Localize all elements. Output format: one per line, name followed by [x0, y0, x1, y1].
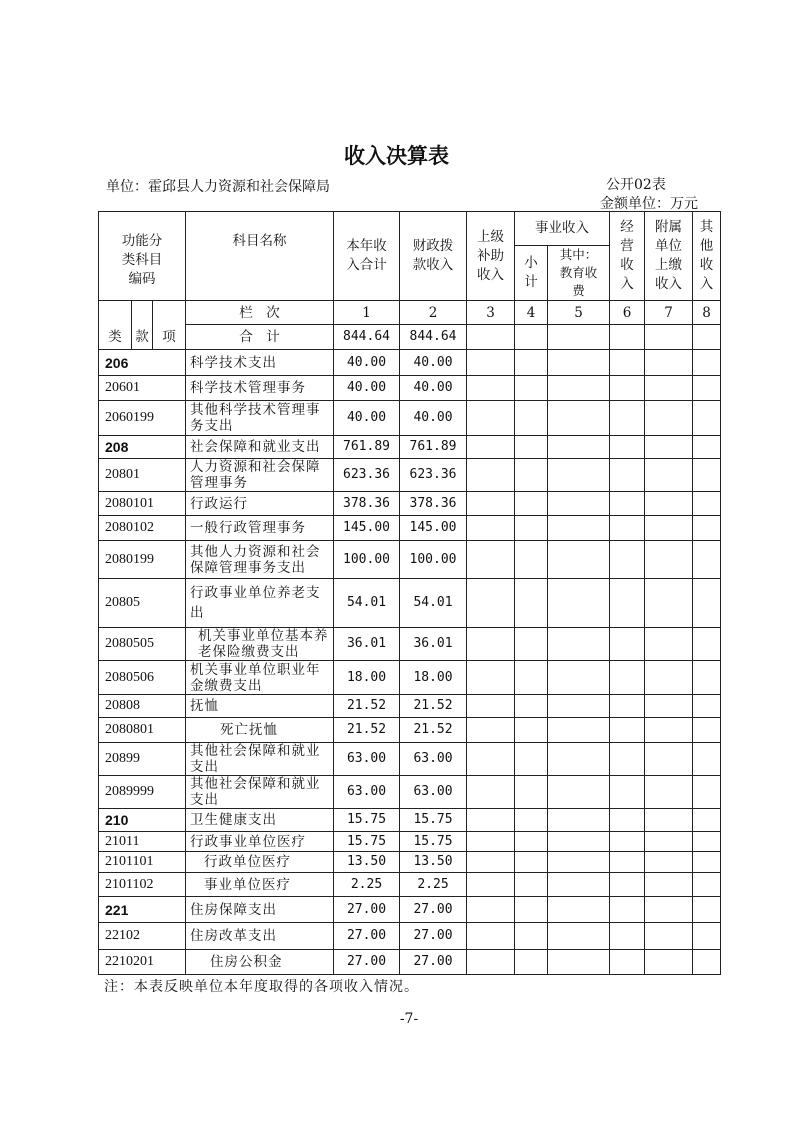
empty-cell	[693, 661, 721, 695]
empty-cell	[515, 492, 548, 516]
empty-cell	[515, 897, 548, 923]
empty-cell	[548, 376, 610, 401]
table-row	[99, 897, 721, 923]
empty-cell	[645, 579, 693, 628]
empty-cell	[548, 459, 610, 492]
unit-label: 单位：霍邱县人力资源和社会保障局	[106, 179, 330, 195]
subject-name: 其他人力资源和社会保障管理事务支出	[186, 541, 334, 579]
table-row	[99, 541, 721, 579]
empty-cell	[548, 492, 610, 516]
empty-cell	[515, 516, 548, 541]
header-xiang: 项	[153, 301, 186, 350]
header-lei: 类	[99, 301, 132, 350]
empty-cell	[645, 516, 693, 541]
empty-cell	[515, 923, 548, 950]
empty-cell	[610, 923, 645, 950]
table-block	[98, 211, 720, 1028]
empty-cell	[515, 541, 548, 579]
empty-cell	[548, 897, 610, 923]
subject-code: 20808	[99, 695, 186, 718]
empty-cell	[467, 459, 515, 492]
empty-cell	[548, 516, 610, 541]
empty-cell	[548, 325, 610, 350]
fiscal-income: 21.52	[400, 695, 467, 718]
empty-cell	[467, 695, 515, 718]
fiscal-income: 623.36	[400, 459, 467, 492]
empty-cell	[467, 541, 515, 579]
fiscal-income: 21.52	[400, 718, 467, 743]
table-row	[99, 459, 721, 492]
subject-code: 221	[99, 897, 186, 923]
empty-cell	[515, 852, 548, 873]
empty-cell	[515, 376, 548, 401]
subject-name: 住房改革支出	[186, 923, 334, 950]
total-income: 27.00	[334, 923, 400, 950]
empty-cell	[693, 325, 721, 350]
empty-cell	[610, 776, 645, 809]
header-total: 本年收入合计	[334, 212, 400, 301]
empty-cell	[693, 873, 721, 897]
column-number: 1	[334, 301, 400, 325]
empty-cell	[693, 718, 721, 743]
total-income: 21.52	[334, 718, 400, 743]
sum-fiscal: 844.64	[400, 325, 467, 350]
subject-code: 21011	[99, 832, 186, 852]
header-affiliated: 附属单位上缴收入	[645, 212, 693, 301]
empty-cell	[645, 718, 693, 743]
header-fiscal: 财政拨款收入	[400, 212, 467, 301]
empty-cell	[645, 873, 693, 897]
empty-cell	[645, 661, 693, 695]
empty-cell	[645, 776, 693, 809]
subject-name: 其他社会保障和就业支出	[186, 776, 334, 809]
empty-cell	[610, 873, 645, 897]
fiscal-income: 378.36	[400, 492, 467, 516]
empty-cell	[645, 695, 693, 718]
table-row	[99, 376, 721, 401]
total-income: 145.00	[334, 516, 400, 541]
sum-total: 844.64	[334, 325, 400, 350]
empty-cell	[548, 695, 610, 718]
empty-cell	[515, 809, 548, 832]
empty-cell	[515, 950, 548, 975]
empty-cell	[693, 436, 721, 459]
empty-cell	[515, 873, 548, 897]
empty-cell	[645, 376, 693, 401]
empty-cell	[548, 628, 610, 661]
empty-cell	[693, 897, 721, 923]
fiscal-income: 63.00	[400, 743, 467, 776]
subject-name: 事业单位医疗	[186, 873, 334, 897]
empty-cell	[467, 873, 515, 897]
empty-cell	[610, 743, 645, 776]
subject-code: 2089999	[99, 776, 186, 809]
total-income: 21.52	[334, 695, 400, 718]
empty-cell	[467, 401, 515, 436]
empty-cell	[515, 832, 548, 852]
total-income: 378.36	[334, 492, 400, 516]
empty-cell	[467, 832, 515, 852]
subject-name: 科学技术管理事务	[186, 376, 334, 401]
empty-cell	[693, 852, 721, 873]
header-superior: 上级补助收入	[467, 212, 515, 301]
empty-cell	[610, 401, 645, 436]
total-income: 18.00	[334, 661, 400, 695]
subject-code: 2080199	[99, 541, 186, 579]
total-income: 63.00	[334, 776, 400, 809]
subject-code: 2080101	[99, 492, 186, 516]
table-note: 注：本表反映单位本年度取得的各项收入情况。	[104, 979, 419, 995]
empty-cell	[548, 852, 610, 873]
empty-cell	[467, 923, 515, 950]
total-income: 2.25	[334, 873, 400, 897]
table-row	[99, 873, 721, 897]
empty-cell	[467, 350, 515, 376]
empty-cell	[693, 695, 721, 718]
table-row	[99, 832, 721, 852]
fiscal-income: 15.75	[400, 832, 467, 852]
total-income: 40.00	[334, 350, 400, 376]
page-number: -7-	[399, 1011, 419, 1027]
table-row	[99, 401, 721, 436]
empty-cell	[548, 350, 610, 376]
empty-cell	[515, 661, 548, 695]
empty-cell	[610, 718, 645, 743]
fiscal-income: 15.75	[400, 809, 467, 832]
empty-cell	[693, 541, 721, 579]
total-income: 27.00	[334, 897, 400, 923]
empty-cell	[610, 695, 645, 718]
empty-cell	[467, 661, 515, 695]
empty-cell	[645, 541, 693, 579]
fiscal-income: 18.00	[400, 661, 467, 695]
empty-cell	[645, 325, 693, 350]
fiscal-income: 761.89	[400, 436, 467, 459]
empty-cell	[515, 718, 548, 743]
empty-cell	[548, 579, 610, 628]
empty-cell	[467, 325, 515, 350]
header-func-code: 功能分类科目编码	[99, 212, 186, 301]
subject-code: 2080505	[99, 628, 186, 661]
column-number: 5	[548, 301, 610, 325]
empty-cell	[645, 492, 693, 516]
empty-cell	[467, 436, 515, 459]
subject-name: 社会保障和就业支出	[186, 436, 334, 459]
subject-code: 2080506	[99, 661, 186, 695]
total-income: 100.00	[334, 541, 400, 579]
subject-name: 行政事业单位医疗	[186, 832, 334, 852]
empty-cell	[610, 541, 645, 579]
table-row	[99, 579, 721, 628]
fiscal-income: 40.00	[400, 401, 467, 436]
subject-name: 行政单位医疗	[186, 852, 334, 873]
empty-cell	[548, 661, 610, 695]
empty-cell	[693, 743, 721, 776]
sum-label: 合 计	[186, 325, 334, 350]
table-row	[99, 852, 721, 873]
empty-cell	[467, 776, 515, 809]
table-row	[99, 950, 721, 975]
total-income: 15.75	[334, 809, 400, 832]
table-row	[99, 743, 721, 776]
empty-cell	[645, 897, 693, 923]
fiscal-income: 27.00	[400, 897, 467, 923]
table-row	[99, 718, 721, 743]
fiscal-income: 40.00	[400, 350, 467, 376]
empty-cell	[548, 401, 610, 436]
empty-cell	[693, 492, 721, 516]
total-income: 40.00	[334, 401, 400, 436]
table-row	[99, 628, 721, 661]
fiscal-income: 2.25	[400, 873, 467, 897]
empty-cell	[548, 873, 610, 897]
subject-name: 科学技术支出	[186, 350, 334, 376]
empty-cell	[693, 350, 721, 376]
subject-name: 行政运行	[186, 492, 334, 516]
empty-cell	[645, 350, 693, 376]
header-subtotal: 小计	[515, 246, 548, 301]
empty-cell	[515, 628, 548, 661]
subject-code: 208	[99, 436, 186, 459]
subject-code: 210	[99, 809, 186, 832]
empty-cell	[610, 897, 645, 923]
empty-cell	[467, 809, 515, 832]
column-number: 4	[515, 301, 548, 325]
empty-cell	[693, 776, 721, 809]
total-income: 623.36	[334, 459, 400, 492]
empty-cell	[548, 541, 610, 579]
empty-cell	[548, 923, 610, 950]
empty-cell	[548, 809, 610, 832]
empty-cell	[548, 718, 610, 743]
empty-cell	[610, 852, 645, 873]
column-number: 2	[400, 301, 467, 325]
fiscal-income: 63.00	[400, 776, 467, 809]
empty-cell	[515, 776, 548, 809]
empty-cell	[610, 579, 645, 628]
empty-cell	[645, 852, 693, 873]
fiscal-income: 100.00	[400, 541, 467, 579]
empty-cell	[693, 628, 721, 661]
subject-name: 抚恤	[186, 695, 334, 718]
subject-code: 20899	[99, 743, 186, 776]
column-order-label: 栏 次	[186, 301, 334, 325]
subject-code: 206	[99, 350, 186, 376]
form-number: 公开02表	[606, 177, 666, 193]
column-number: 3	[467, 301, 515, 325]
empty-cell	[693, 579, 721, 628]
header-other: 其他收入	[693, 212, 721, 301]
table-row	[99, 516, 721, 541]
empty-cell	[610, 376, 645, 401]
empty-cell	[515, 325, 548, 350]
empty-cell	[515, 743, 548, 776]
table-row	[99, 350, 721, 376]
empty-cell	[610, 325, 645, 350]
total-income: 36.01	[334, 628, 400, 661]
subject-name: 住房保障支出	[186, 897, 334, 923]
empty-cell	[467, 718, 515, 743]
empty-cell	[645, 832, 693, 852]
empty-cell	[467, 950, 515, 975]
subject-name: 一般行政管理事务	[186, 516, 334, 541]
empty-cell	[548, 776, 610, 809]
subject-name: 行政事业单位养老支出	[186, 579, 334, 628]
fiscal-income: 40.00	[400, 376, 467, 401]
empty-cell	[515, 401, 548, 436]
subject-code: 2080801	[99, 718, 186, 743]
empty-cell	[610, 516, 645, 541]
page-title: 收入决算表	[344, 144, 449, 168]
empty-cell	[645, 743, 693, 776]
subject-code: 2101102	[99, 873, 186, 897]
column-number: 8	[693, 301, 721, 325]
empty-cell	[610, 436, 645, 459]
empty-cell	[548, 950, 610, 975]
subject-code: 22102	[99, 923, 186, 950]
empty-cell	[610, 832, 645, 852]
total-income: 15.75	[334, 832, 400, 852]
subject-name: 其他科学技术管理事务支出	[186, 401, 334, 436]
fiscal-income: 145.00	[400, 516, 467, 541]
empty-cell	[467, 743, 515, 776]
subject-code: 2060199	[99, 401, 186, 436]
total-income: 13.50	[334, 852, 400, 873]
subject-name: 机关事业单位职业年金缴费支出	[186, 661, 334, 695]
empty-cell	[548, 436, 610, 459]
table-row	[99, 776, 721, 809]
empty-cell	[693, 950, 721, 975]
empty-cell	[610, 350, 645, 376]
empty-cell	[515, 350, 548, 376]
fiscal-income: 36.01	[400, 628, 467, 661]
empty-cell	[610, 459, 645, 492]
table-row	[99, 809, 721, 832]
empty-cell	[467, 897, 515, 923]
empty-cell	[610, 809, 645, 832]
table-row	[99, 436, 721, 459]
empty-cell	[548, 832, 610, 852]
empty-cell	[645, 950, 693, 975]
empty-cell	[515, 579, 548, 628]
income-table	[98, 211, 721, 975]
subject-name: 卫生健康支出	[186, 809, 334, 832]
column-number: 6	[610, 301, 645, 325]
subject-code: 20801	[99, 459, 186, 492]
fiscal-income: 13.50	[400, 852, 467, 873]
header-kuan: 款	[132, 301, 153, 350]
empty-cell	[515, 695, 548, 718]
subject-name: 其他社会保障和就业支出	[186, 743, 334, 776]
header-edu: 其中：教育收费	[548, 246, 610, 301]
fiscal-income: 27.00	[400, 950, 467, 975]
table-row	[99, 492, 721, 516]
empty-cell	[645, 436, 693, 459]
empty-cell	[548, 743, 610, 776]
header-operating: 经营收入	[610, 212, 645, 301]
subject-code: 20805	[99, 579, 186, 628]
subject-code: 20601	[99, 376, 186, 401]
total-income: 761.89	[334, 436, 400, 459]
empty-cell	[467, 376, 515, 401]
fiscal-income: 27.00	[400, 923, 467, 950]
subject-code: 2210201	[99, 950, 186, 975]
subject-name: 人力资源和社会保障管理事务	[186, 459, 334, 492]
empty-cell	[693, 459, 721, 492]
header-business: 事业收入	[515, 212, 610, 246]
empty-cell	[610, 661, 645, 695]
header-name: 科目名称	[186, 212, 334, 301]
empty-cell	[645, 809, 693, 832]
empty-cell	[645, 628, 693, 661]
subject-name: 住房公积金	[186, 950, 334, 975]
subject-name: 死亡抚恤	[186, 718, 334, 743]
empty-cell	[693, 516, 721, 541]
total-income: 40.00	[334, 376, 400, 401]
total-income: 54.01	[334, 579, 400, 628]
empty-cell	[645, 401, 693, 436]
fiscal-income: 54.01	[400, 579, 467, 628]
empty-cell	[693, 923, 721, 950]
money-unit: 金额单位：万元	[600, 196, 698, 212]
empty-cell	[467, 516, 515, 541]
empty-cell	[610, 492, 645, 516]
total-income: 63.00	[334, 743, 400, 776]
empty-cell	[515, 459, 548, 492]
column-number: 7	[645, 301, 693, 325]
empty-cell	[467, 492, 515, 516]
subject-code: 2101101	[99, 852, 186, 873]
empty-cell	[645, 459, 693, 492]
empty-cell	[467, 628, 515, 661]
total-income: 27.00	[334, 950, 400, 975]
table-row	[99, 661, 721, 695]
empty-cell	[467, 579, 515, 628]
subject-name: 机关事业单位基本养老保险缴费支出	[186, 628, 334, 661]
empty-cell	[693, 376, 721, 401]
empty-cell	[467, 852, 515, 873]
empty-cell	[610, 628, 645, 661]
subject-code: 2080102	[99, 516, 186, 541]
empty-cell	[693, 832, 721, 852]
empty-cell	[645, 923, 693, 950]
empty-cell	[515, 436, 548, 459]
empty-cell	[610, 950, 645, 975]
empty-cell	[693, 809, 721, 832]
table-row	[99, 695, 721, 718]
table-row	[99, 923, 721, 950]
empty-cell	[693, 401, 721, 436]
